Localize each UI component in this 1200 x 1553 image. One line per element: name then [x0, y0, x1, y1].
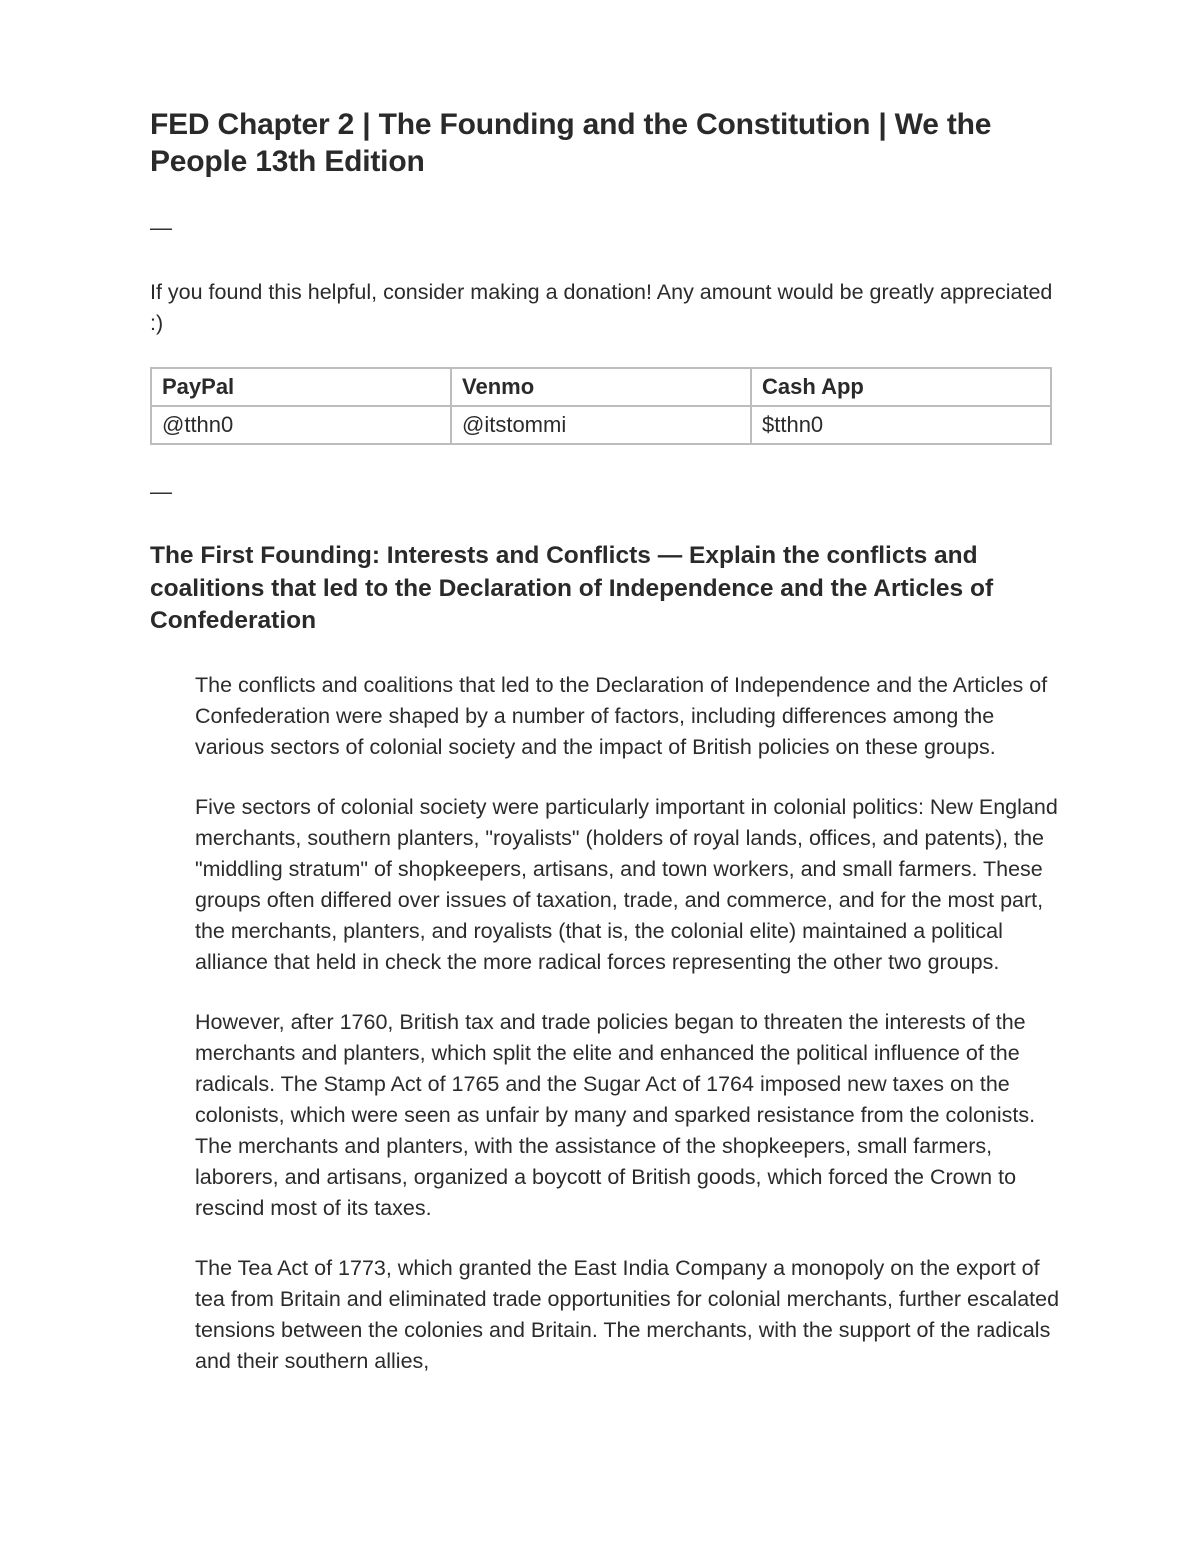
body-paragraph: The conflicts and coalitions that led to the Declaration of Independence and the Articles of Confederation were shaped by a number of factors, including differences among the various sectors of colonial society and the impact of British policies on these groups. [195, 673, 1048, 759]
donation-note: If you found this helpful, consider making a donation! Any amount would be greatly appreciated :) [150, 280, 1053, 335]
table-header-cell: Cash App [751, 368, 1051, 406]
donation-table [150, 367, 1052, 445]
body-paragraph: The Tea Act of 1773, which granted the East India Company a monopoly on the export of tea from Britain and eliminated trade opportunities for colonial merchants, further escalated tensions between the colonies and Britain. The merchants, with the support of the radicals and their southern allies, [195, 1256, 1060, 1373]
body-paragraph: Five sectors of colonial society were particularly important in colonial politics: New England merchants, southern planters, "royalists" (holders of royal lands, offices, and patents), the "middling stratum" of shopkeepers, artisans, and town workers, and small farmers. These groups often differed over issues of taxation, trade, and commerce, and for the most part, the merchants, planters, and royalists (that is, the colonial elite) maintained a political alliance that held in check the more radical forces representing the other two groups. [195, 795, 1058, 974]
table-header-cell: PayPal [151, 368, 451, 406]
document-title: FED Chapter 2 | The Founding and the Constitution | We the People 13th Edition [150, 108, 992, 178]
table-row [151, 406, 1051, 444]
table-header-row [151, 368, 1051, 406]
section-heading: The First Founding: Interests and Conflicts — Explain the conflicts and coalitions that led to the Declaration of Independence and the Articles of Confederation [150, 542, 994, 634]
separator-dash: — [150, 215, 172, 240]
body-paragraph: However, after 1760, British tax and trade policies began to threaten the interests of the merchants and planters, which split the elite and enhanced the political influence of the radicals. The Stamp Act of 1765 and the Sugar Act of 1764 imposed new taxes on the colonists, which were seen as unfair by many and sparked resistance from the colonists. The merchants and planters, with the assistance of the shopkeepers, small farmers, laborers, and artisans, organized a boycott of British goods, which forced the Crown to rescind most of its taxes. [195, 1010, 1036, 1220]
table-cell: @tthn0 [151, 406, 451, 444]
section-body [195, 670, 1065, 1406]
table-cell: $tthn0 [751, 406, 1051, 444]
separator-dash: — [150, 479, 172, 504]
table-cell: @itstommi [451, 406, 751, 444]
table-header-cell: Venmo [451, 368, 751, 406]
